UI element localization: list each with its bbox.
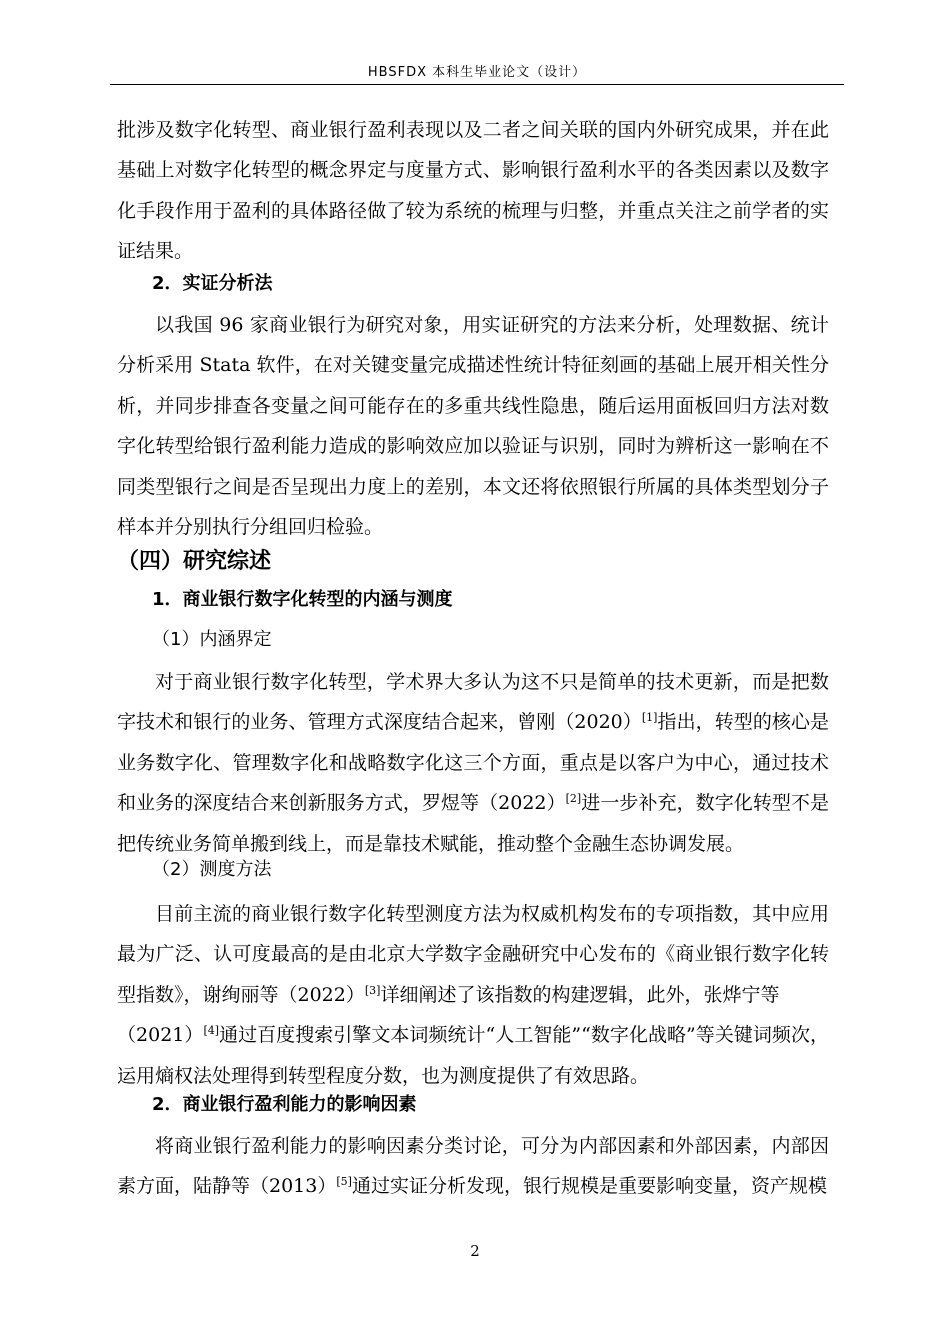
part1-heading: （1）内涵界定 [152,629,272,650]
sub2-heading: 2．商业银行盈利能力的影响因素 [152,1094,417,1115]
sub2-text-2: 通过实证分析发现，银行规模是重要影响变量，资产规模 [351,1175,827,1198]
section4-heading: （四）研究综述 [117,549,272,574]
part2-text-3: 通过百度搜索引擎文本词频统计“人工智能”“数字化战略”等关键词频次，运用熵权法处理得到转型程度分数，也为测度提供了有效思路。 [117,1024,829,1087]
citation-ref-1: [1] [641,711,658,725]
part1-text-3: 进一步补充，数字化转型不是把传统业务简单搬到线上，而是靠技术赋能，推动整个金融生态协调发展。 [117,792,829,855]
sub2-paragraph-block [117,1126,829,1207]
sub1-heading: 1．商业银行数字化转型的内涵与测度 [152,589,453,610]
intro-paragraph-block [117,110,829,272]
part2-text-1: 目前主流的商业银行数字化转型测度方法为权威机构发布的专项指数，其中应用最为广泛、认可度最高的是由北京大学数字金融研究中心发布的《商业银行数字化转型指数》，谢绚丽等（2022） [117,903,829,1006]
method2-heading: 2．实证分析法 [152,273,273,294]
citation-ref-5: [5] [336,1175,352,1189]
running-header: HBSFDX 本科生毕业论文（设计） [367,65,587,80]
sub2-text-1: 将商业银行盈利能力的影响因素分类讨论，可分为内部因素和外部因素，内部因素方面，陆静等（2013） [117,1135,829,1198]
method2-paragraph-block [117,305,829,547]
part2-paragraph-line2 [117,1015,829,1096]
part1-paragraph-block [117,662,829,864]
page-number: 2 [470,1242,480,1260]
part1-text-1: 对于商业银行数字化转型，学术界大多认为这不只是简单的技术更新，而是把数字技术和银行的业务、管理方式深度结合起来，曾刚（2020） [117,671,829,734]
citation-ref-4: [4] [203,1024,220,1038]
part2-heading: （2）测度方法 [152,859,272,880]
part2-paragraph-block [117,894,829,1096]
header-rule [110,84,844,85]
part2-paragraph-line1 [117,894,829,1015]
sub2-paragraph [117,1126,829,1207]
part2-text-year: （2021） [117,1024,204,1047]
citation-ref-3: [3] [364,983,381,997]
citation-ref-2: [2] [565,792,582,806]
part1-paragraph [117,662,829,864]
part1-text-2: 指出，转型的核心是业务数字化、管理数字化和战略数字化这三个方面，重点是以客户为中心，通过技术和业务的深度结合来创新服务方式，罗煜等（2022） [117,711,829,815]
method2-paragraph: 以我国 96 家商业银行为研究对象，用实证研究的方法来分析，处理数据、统计分析采用 Stata 软件，在对关键变量完成描述性统计特征刻画的基础上展开相关性分析，并同步排查各变量之间可能存在的多重共线性隐患，随后运用面板回归方法对数字化转型给银行盈利能力造成的影响效应加以验证与识别，同时为辨析这一影响在不同类型银行之间是否呈现出力度上的差别，本文还将依照银行所属的具体类型划分子样本并分别执行分组回归检验。 [117,314,829,539]
intro-paragraph: 批涉及数字化转型、商业银行盈利表现以及二者之间关联的国内外研究成果，并在此基础上对数字化转型的概念界定与度量方式、影响银行盈利水平的各类因素以及数字化手段作用于盈利的具体路径做了较为系统的梳理与归整，并重点关注之前学者的实证结果。 [117,119,829,263]
part2-text-2: 详细阐述了该指数的构建逻辑，此外，张烨宁等 [380,983,780,1006]
